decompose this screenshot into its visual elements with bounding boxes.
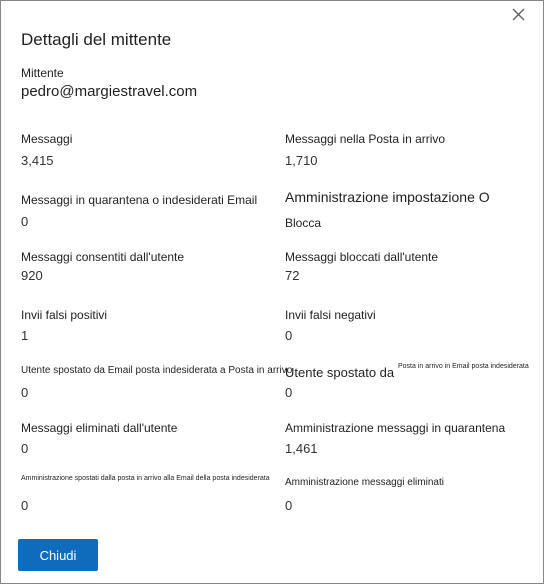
admin-deleted-value: 0 — [285, 498, 293, 513]
false-negatives-label: Invii falsi negativi — [285, 308, 376, 322]
user-allowed-label: Messaggi consentiti dall'utente — [21, 250, 185, 264]
admin-setting-label: Amministrazione impostazione O — [285, 189, 490, 205]
user-moved-junk-to-inbox-value: 0 — [21, 385, 29, 400]
quarantine-junk-value: 0 — [21, 214, 29, 229]
quarantine-junk-label: Messaggi in quarantena o indesiderati Email — [21, 193, 258, 207]
messages-label: Messaggi — [21, 132, 73, 146]
user-deleted-value: 0 — [21, 441, 29, 456]
messages-value: 3,415 — [21, 153, 54, 168]
user-blocked-value: 72 — [285, 268, 300, 283]
user-blocked-label: Messaggi bloccati dall'utente — [285, 250, 439, 264]
user-moved-junk-to-inbox-label: Utente spostato da Email posta indesiderata a Posta in arrivo — [21, 365, 293, 376]
user-moved-from-value: 0 — [285, 385, 293, 400]
close-button[interactable]: Chiudi — [18, 539, 98, 571]
dialog-title: Dettagli del mittente — [21, 30, 172, 49]
false-positives-label: Invii falsi positivi — [21, 308, 108, 322]
admin-moved-inbox-to-junk-label: Amministrazione spostati dalla posta in arrivo alla Email della posta indesiderata — [21, 475, 270, 482]
user-moved-from-label: Utente spostato da — [285, 365, 395, 380]
user-deleted-label: Messaggi eliminati dall'utente — [21, 421, 178, 435]
sender-value: pedro@margiestravel.com — [21, 83, 198, 100]
admin-moved-inbox-to-junk-value: 0 — [21, 498, 29, 513]
false-positives-value: 1 — [21, 328, 29, 343]
sender-label: Mittente — [21, 66, 64, 80]
inbox-messages-value: 1,710 — [285, 153, 318, 168]
user-allowed-value: 920 — [21, 268, 43, 283]
admin-setting-value: Blocca — [285, 216, 322, 230]
admin-quarantined-label: Amministrazione messaggi in quarantena — [285, 421, 506, 435]
close-icon[interactable] — [509, 5, 529, 25]
admin-deleted-label: Amministrazione messaggi eliminati — [285, 477, 444, 488]
user-moved-from-label-suffix: Posta in arrivo in Email posta indesiderata — [398, 363, 529, 370]
admin-quarantined-value: 1,461 — [285, 441, 318, 456]
inbox-messages-label: Messaggi nella Posta in arrivo — [285, 132, 446, 146]
false-negatives-value: 0 — [285, 328, 293, 343]
